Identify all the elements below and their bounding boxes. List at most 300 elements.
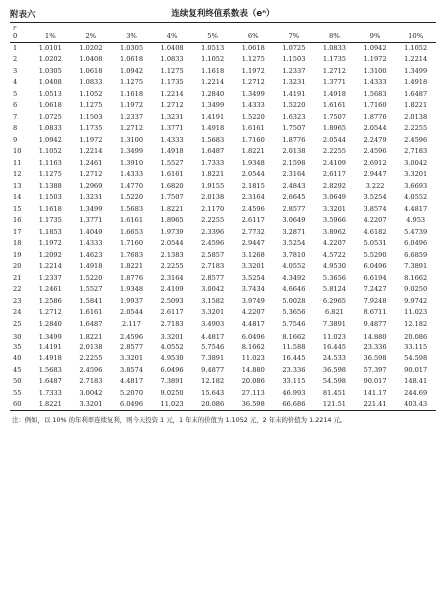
factor-cell: 2.8577 (282, 204, 306, 213)
factor-cell: 148.41 (404, 377, 428, 386)
factor-cell: 2.4596 (404, 135, 428, 144)
factor-cell: 1.0202 (38, 55, 62, 64)
table-row (10, 342, 436, 354)
factor-cell: 1.1275 (38, 170, 62, 179)
factor-cell: 12.182 (201, 377, 225, 386)
factor-cell: 1.0101 (38, 44, 62, 53)
factor-cell: 3.3201 (322, 204, 346, 213)
factor-cell: 3.8574 (119, 365, 144, 374)
factor-cell: 1.3499 (38, 332, 62, 341)
factor-cell: 1.2214 (38, 262, 62, 271)
factor-cell: 1.9155 (201, 181, 225, 190)
factor-cell: 1.0618 (241, 44, 265, 53)
factor-cell: 3.3201 (404, 170, 428, 179)
factor-cell: 1.8776 (119, 273, 144, 282)
factor-cell: 3.3201 (119, 354, 144, 363)
factor-cell: 1.1163 (38, 158, 62, 167)
factor-cell: 6.0496 (363, 262, 387, 271)
factor-cell: 2.0544 (241, 170, 265, 179)
factor-cell: 4.2207 (363, 216, 387, 225)
factor-cell: 121.51 (314, 399, 355, 411)
factor-cell: 46.993 (282, 388, 306, 397)
factor-cell: 1.2840 (201, 89, 225, 98)
factor-cell: 1.2214 (79, 147, 103, 156)
factor-cell: 1.1618 (201, 66, 225, 75)
table-row (10, 100, 436, 112)
year-cell: 8 (13, 124, 18, 133)
table-row (10, 146, 436, 158)
factor-cell: 1.2712 (119, 124, 144, 133)
factor-cell: 1.2337 (119, 112, 144, 121)
year-cell: 60 (10, 399, 30, 411)
factor-cell: 3.5254 (363, 193, 387, 202)
factor-cell: 1.3100 (363, 66, 387, 75)
year-cell: 10 (13, 147, 22, 156)
column-header: 2% (71, 32, 112, 43)
factor-cell: 1.1972 (241, 66, 265, 75)
factor-cell: 5.0028 (282, 296, 306, 305)
year-cell: 15 (13, 204, 22, 213)
factor-cell: 7.3891 (160, 377, 184, 386)
factor-cell: 3.4903 (201, 319, 225, 328)
factor-cell: 1.9739 (160, 227, 184, 236)
factor-cell: 1.4333 (241, 101, 265, 110)
factor-cell: 1.1275 (79, 101, 103, 110)
factor-cell: 3.0649 (282, 216, 306, 225)
factor-cell: 1.5527 (79, 285, 103, 294)
factor-cell: 1.1388 (38, 181, 62, 190)
factor-cell: 221.41 (355, 399, 396, 411)
factor-cell: 5.7546 (201, 342, 225, 351)
year-cell: 2 (13, 55, 18, 64)
column-header: 7% (274, 32, 315, 43)
table-row (10, 376, 436, 388)
factor-cell: 1.4623 (79, 250, 103, 259)
factor-cell: 1.0618 (119, 55, 144, 64)
year-cell: 17 (13, 227, 22, 236)
factor-cell: 1.4333 (160, 135, 184, 144)
factor-cell: 4.2207 (241, 308, 265, 317)
factor-cell: 1.5220 (79, 273, 103, 282)
factor-cell: 1.4333 (79, 239, 103, 248)
factor-cell: 36.598 (363, 354, 387, 363)
factor-cell: 1.2461 (38, 285, 62, 294)
year-cell: 4 (13, 78, 18, 87)
factor-cell: 1.1735 (38, 216, 62, 225)
factor-cell: 2.4109 (160, 285, 184, 294)
year-header: 0 (10, 32, 30, 43)
factor-cell: 2.1598 (282, 158, 306, 167)
factor-cell: 1.1972 (79, 135, 103, 144)
table-row (10, 330, 436, 342)
factor-cell: 1.0942 (119, 66, 144, 75)
column-header: 1% (30, 32, 71, 43)
factor-cell: 3.8574 (363, 204, 387, 213)
factor-cell: 244.69 (404, 388, 428, 397)
factor-cell: 2.1170 (201, 204, 225, 213)
factor-cell: 1.8965 (322, 124, 346, 133)
factor-cell: 1.5220 (241, 112, 265, 121)
factor-cell: 3.5254 (282, 239, 306, 248)
factor-cell: 1.1275 (160, 66, 184, 75)
factor-cell: 2.4596 (119, 332, 144, 341)
factor-cell: 1.0618 (38, 101, 62, 110)
table-row (10, 77, 436, 89)
factor-cell: 1.2712 (160, 101, 184, 110)
rate-label-row (10, 23, 436, 32)
factor-cell: 2.4596 (241, 204, 265, 213)
factor-cell: 1.0942 (363, 44, 387, 53)
factor-cell: 1.5683 (363, 89, 387, 98)
table-row (10, 123, 436, 135)
factor-cell: 1.8221 (119, 262, 144, 271)
factor-cell: 1.6820 (160, 181, 184, 190)
factor-cell: 1.1052 (201, 55, 225, 64)
factor-cell: 7.3891 (201, 354, 225, 363)
factor-cell: 1.0513 (38, 89, 62, 98)
table-row (10, 273, 436, 285)
factor-cell: 1.4918 (160, 147, 184, 156)
factor-cell: 3.3201 (241, 262, 265, 271)
factor-cell: 1.2712 (241, 78, 265, 87)
factor-cell: 2.2255 (201, 216, 225, 225)
factor-cell: 5.4739 (404, 227, 428, 236)
factor-cell: 1.5220 (282, 101, 306, 110)
factor-cell: 27.113 (241, 388, 265, 397)
factor-cell: 1.2712 (322, 66, 346, 75)
year-cell: 35 (13, 342, 22, 351)
factor-cell: 90.017 (404, 365, 428, 374)
factor-cell: 6.0496 (160, 365, 184, 374)
factor-cell: 2.6912 (363, 158, 387, 167)
factor-cell: 1.1052 (79, 89, 103, 98)
factor-cell: 54.598 (404, 354, 428, 363)
factor-cell: 1.1052 (38, 147, 62, 156)
factor-cell: 1.3771 (160, 124, 184, 133)
year-cell: 12 (13, 170, 22, 179)
factor-cell: 8.1662 (404, 273, 428, 282)
table-row (10, 399, 436, 411)
factor-cell: 1.0618 (79, 66, 103, 75)
year-cell: 20 (13, 262, 22, 271)
factor-cell: 2.3396 (201, 227, 225, 236)
factor-cell: 5.5290 (363, 250, 387, 259)
year-cell: 24 (13, 308, 22, 317)
factor-cell: 3.3201 (160, 332, 184, 341)
factor-cell: 4.5722 (322, 250, 346, 259)
factor-cell: 2.0544 (322, 135, 346, 144)
factor-cell: 5.0531 (363, 239, 387, 248)
factor-cell: 1.8221 (241, 147, 265, 156)
factor-cell: 1.3100 (119, 135, 144, 144)
factor-cell: 1.7333 (38, 388, 62, 397)
year-cell: 9 (13, 135, 18, 144)
factor-cell: 1.8221 (79, 332, 103, 341)
year-cell: 22 (13, 285, 22, 294)
factor-cell: 1.7683 (119, 250, 144, 259)
factor-cell: 2.0138 (404, 112, 428, 121)
factor-cell: 5.3656 (322, 273, 346, 282)
factor-cell: 1.2461 (79, 158, 103, 167)
column-header: 5% (192, 32, 233, 43)
factor-cell: 1.1503 (282, 55, 306, 64)
factor-cell: 6.0496 (241, 332, 265, 341)
factor-cell: 9.4877 (363, 319, 387, 328)
factor-cell: 1.3771 (79, 216, 103, 225)
year-cell: 16 (13, 216, 22, 225)
table-row (10, 388, 436, 400)
factor-cell: 1.1275 (119, 78, 144, 87)
factor-cell: 1.6161 (160, 170, 184, 179)
factor-cell: 1.4918 (201, 124, 225, 133)
factor-cell: 1.3499 (79, 204, 103, 213)
factor-cell: 2.7732 (241, 227, 265, 236)
factor-cell: 3.222 (365, 181, 385, 190)
factor-cell: 6.6194 (363, 273, 387, 282)
factor-cell: 2.2255 (79, 354, 103, 363)
factor-cell: 57.397 (363, 365, 387, 374)
factor-cell: 23.336 (282, 365, 306, 374)
factor-cell: 1.3231 (282, 78, 306, 87)
factor-cell: 1.7160 (119, 239, 144, 248)
page-header (10, 6, 436, 22)
factor-cell: 81.451 (322, 388, 346, 397)
factor-cell: 1.3231 (160, 112, 184, 121)
factor-cell: 1.0305 (119, 44, 144, 53)
factor-cell: 1.0725 (282, 44, 306, 53)
year-cell: 3 (13, 66, 18, 75)
factor-cell: 2.4109 (322, 158, 346, 167)
factor-cell: 1.2214 (160, 89, 184, 98)
year-cell: 14 (13, 193, 22, 202)
factor-cell: 2.8577 (119, 342, 144, 351)
factor-cell: 1.8221 (201, 170, 225, 179)
column-header: 9% (355, 32, 396, 43)
factor-cell: 1.4191 (38, 342, 62, 351)
factor-cell: 1.6487 (38, 377, 62, 386)
factor-cell: 1.6161 (79, 308, 103, 317)
factor-cell: 1.0408 (79, 55, 103, 64)
table-row (10, 215, 436, 227)
factor-cell: 2.6117 (160, 308, 184, 317)
factor-cell: 1.1972 (363, 55, 387, 64)
factor-cell: 2.4596 (79, 365, 103, 374)
year-cell: 30 (13, 332, 22, 341)
year-cell: 40 (13, 354, 22, 363)
table-row (10, 54, 436, 66)
factor-cell: 3.0042 (79, 388, 103, 397)
factor-cell: 9.9742 (404, 296, 428, 305)
factor-cell: 2.4843 (282, 181, 306, 190)
factor-cell: 11.023 (241, 354, 265, 363)
table-row (10, 353, 436, 365)
factor-cell: 2.4596 (363, 147, 387, 156)
year-cell: 19 (13, 250, 22, 259)
factor-cell: 4.4817 (119, 377, 144, 386)
factor-cell: 1.2214 (404, 55, 428, 64)
factor-cell: 23.336 (363, 342, 387, 351)
table-row (10, 284, 436, 296)
factor-cell: 2.0138 (201, 193, 225, 202)
factor-cell: 36.598 (322, 365, 346, 374)
factor-cell: 1.6161 (241, 124, 265, 133)
year-cell: 1 (13, 44, 18, 53)
factor-cell: 6.2965 (322, 296, 346, 305)
factor-cell: 2.9447 (363, 170, 387, 179)
factor-cell: 9.0250 (160, 388, 184, 397)
factor-cell: 1.4918 (404, 78, 428, 87)
column-header: 8% (314, 32, 355, 43)
factor-cell: 1.0725 (38, 112, 62, 121)
factor-cell: 36.598 (233, 399, 274, 411)
factor-cell: 1.8221 (30, 399, 71, 411)
factor-cell: 12.182 (404, 319, 428, 328)
factor-cell: 6.0496 (111, 399, 152, 411)
factor-cell: 1.1503 (79, 112, 103, 121)
factor-cell: 1.9348 (119, 285, 144, 294)
factor-cell: 2.4596 (201, 239, 225, 248)
factor-cell: 3.3201 (201, 308, 225, 317)
factor-cell: 1.6653 (119, 227, 144, 236)
factor-cell: 3.0042 (404, 158, 428, 167)
year-cell: 13 (13, 181, 22, 190)
factor-cell: 4.9530 (322, 262, 346, 271)
factor-cell: 1.9937 (119, 296, 144, 305)
factor-cell: 1.8776 (363, 112, 387, 121)
factor-cell: 2.7183 (160, 319, 184, 328)
factor-cell: 1.3231 (79, 193, 103, 202)
factor-cell: 2.3164 (282, 170, 306, 179)
factor-cell: 1.4918 (38, 354, 62, 363)
factor-cell: 1.4333 (363, 78, 387, 87)
factor-cell: 7.3891 (404, 262, 428, 271)
factor-cell: 7.9248 (363, 296, 387, 305)
factor-cell: 1.4770 (119, 181, 144, 190)
year-cell: 6 (13, 101, 18, 110)
footnote: 注：例如，以 10% 的年利率连续复利，则今天投资 1 元，1 年末的价值为 1.1052 元，2 年末的价值为 1.2214 元。 (12, 416, 347, 424)
page-title: 连续复利终值系数表（eⁿ） (171, 9, 275, 19)
factor-cell: 4.4817 (404, 204, 428, 213)
factor-cell: 403.43 (395, 399, 436, 411)
table-row (10, 89, 436, 101)
factor-cell: 14.880 (241, 365, 265, 374)
factor-cell: 1.2712 (38, 308, 62, 317)
factor-cell: 8.1662 (282, 332, 306, 341)
factor-cell: 3.8962 (322, 227, 346, 236)
factor-cell: 1.7507 (160, 193, 184, 202)
factor-cell: 1.2214 (201, 78, 225, 87)
table-row (10, 43, 436, 55)
factor-cell: 1.5841 (79, 296, 103, 305)
table-row (10, 192, 436, 204)
table-row (10, 261, 436, 273)
factor-cell: 1.3910 (119, 158, 144, 167)
factor-cell: 1.7333 (201, 158, 225, 167)
factor-cell: 1.1275 (241, 55, 265, 64)
factor-cell: 1.7160 (241, 135, 265, 144)
factor-cell: 6.821 (325, 308, 344, 317)
factor-cell: 16.445 (282, 354, 306, 363)
table-row (10, 112, 436, 124)
year-cell: 11 (13, 158, 22, 167)
factor-cell: 1.2712 (79, 170, 103, 179)
factor-cell: 1.8776 (282, 135, 306, 144)
factor-cell: 1.3771 (322, 78, 346, 87)
factor-cell: 1.1972 (38, 239, 62, 248)
factor-cell: 4.953 (406, 216, 426, 225)
factor-cell: 1.9348 (241, 158, 265, 167)
column-header: 4% (152, 32, 193, 43)
factor-cell: 2.2255 (404, 124, 428, 133)
column-header: 3% (111, 32, 152, 43)
factor-cell: 1.6487 (404, 89, 428, 98)
factor-cell: 1.6323 (282, 112, 306, 121)
factor-cell: 2.1815 (241, 181, 265, 190)
factor-cell: 1.2969 (79, 181, 103, 190)
factor-cell: 1.8221 (404, 101, 428, 110)
factor-cell: 3.5966 (322, 216, 346, 225)
factor-cell: 1.4191 (282, 89, 306, 98)
factor-cell: 1.0833 (38, 124, 62, 133)
table-row (10, 181, 436, 193)
factor-cell: 2.0138 (79, 342, 103, 351)
factor-cell: 11.023 (152, 399, 193, 411)
factor-cell: 15.643 (201, 388, 225, 397)
factor-cell: 3.5254 (241, 273, 265, 282)
factor-cell: 11.588 (282, 342, 306, 351)
factor-cell: 1.5683 (201, 135, 225, 144)
factor-cell: 6.6859 (404, 250, 428, 259)
factor-cell: 1.1972 (119, 101, 144, 110)
factor-cell: 4.4817 (201, 332, 225, 341)
factor-cell: 1.2337 (38, 273, 62, 282)
factor-cell: 3.9749 (241, 296, 265, 305)
factor-cell: 1.7160 (363, 101, 387, 110)
factor-cell: 2.6117 (241, 216, 265, 225)
factor-cell: 4.6182 (363, 227, 387, 236)
table-row (10, 227, 436, 239)
factor-cell: 1.4333 (119, 170, 144, 179)
year-cell: 25 (13, 319, 22, 328)
factor-cell: 1.1052 (404, 44, 428, 53)
factor-cell: 3.1582 (201, 296, 225, 305)
compound-factor-table (10, 22, 436, 411)
factor-cell: 90.017 (363, 377, 387, 386)
column-header-row (10, 32, 436, 43)
factor-cell: 1.5220 (119, 193, 144, 202)
year-cell: 21 (13, 273, 22, 282)
factor-cell: 2.117 (122, 319, 141, 328)
factor-cell: 8.6711 (363, 308, 387, 317)
table-body (10, 43, 436, 411)
factor-cell: 1.6161 (322, 101, 346, 110)
factor-cell: 4.4817 (241, 319, 265, 328)
factor-cell: 1.6487 (201, 147, 225, 156)
table-row (10, 238, 436, 250)
factor-cell: 3.7434 (241, 285, 265, 294)
factor-cell: 2.7183 (404, 147, 428, 156)
table-row (10, 319, 436, 331)
table-row (10, 296, 436, 308)
factor-cell: 1.1618 (119, 89, 144, 98)
factor-cell: 14.880 (363, 332, 387, 341)
factor-cell: 2.0138 (282, 147, 306, 156)
factor-cell: 2.8577 (201, 273, 225, 282)
factor-cell: 1.5527 (160, 158, 184, 167)
table-row (10, 158, 436, 170)
factor-cell: 2.2255 (322, 147, 346, 156)
factor-cell: 1.1735 (79, 124, 103, 133)
